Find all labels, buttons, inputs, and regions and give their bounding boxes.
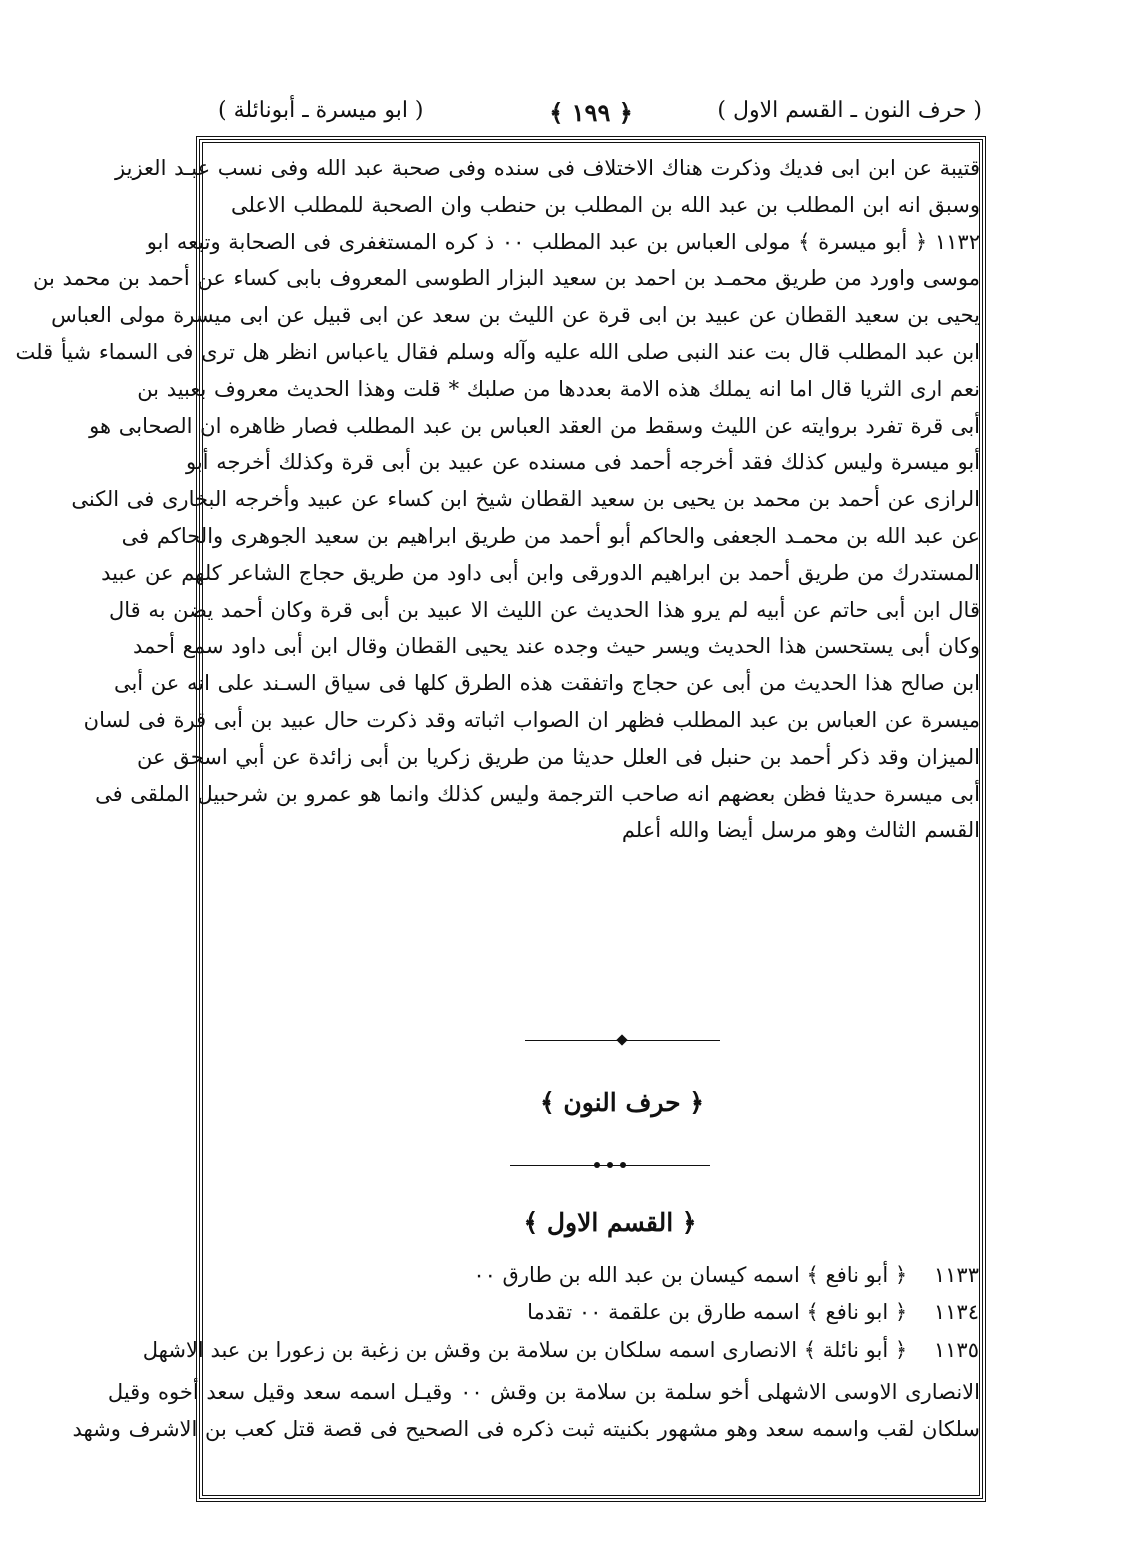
text-line: المستدرك من طريق أحمد بن ابراهيم الدورقى وابن أبى داود من طريق حجاج الشاعر كلهم عن عبيد — [101, 560, 980, 585]
text-line: الرازى عن أحمد بن محمد بن يحيى بن سعيد القطان شيخ ابن كساء عن عبيد وأخرجه البخارى فى الكنى — [71, 487, 980, 512]
text-line: وكان أبى يستحسن هذا الحديث ويسر حيث وجده عند يحيى القطان وقال ابن أبى داود سمع أحمد — [132, 634, 980, 659]
entry-number: ١١٣٣ — [933, 1263, 979, 1287]
page-number: ﴿ ١٩٩ ﴾ — [549, 98, 633, 127]
entry-number: ١١٣٤ — [933, 1300, 979, 1324]
running-header — [196, 92, 986, 134]
section-heading-letter: ﴿ حرف النون ﴾ — [540, 1088, 704, 1117]
text-line: وسبق انه ابن المطلب بن عبد الله بن المطلب بن حنطب وان الصحبة للمطلب الاعلى — [230, 192, 980, 217]
text-line: قتيبة عن ابن ابى فديك وذكرت هناك الاختلاف فى سنده وفى صحبة عبد الله وفى نسب عبـد العزيز — [115, 156, 980, 180]
text-line: أبو ميسرة وليس كذلك فقد أخرجه أحمد فى مسنده عن عبيد بن أبى قرة وكذلك أخرجه أبو — [185, 450, 980, 475]
main-text — [15, 150, 980, 849]
text-line: ميسرة عن العباس بن عبد المطلب فظهر ان الصواب اثباته وقد ذكرت حال عبيد بن أبى قرة فى لسان — [83, 707, 980, 732]
text-line: سلكان لقب واسمه سعد وهو مشهور بكنيته ثبت ذكره فى الصحيح فى قصة قتل كعب بن الاشرف وشهد — [72, 1416, 980, 1441]
text-line: قال ابن أبى حاتم عن أبيه لم يرو هذا الحديث عن الليث الا عبيد بن أبى قرة وكان أحمد يضن به قال — [109, 597, 980, 622]
text-line: موسى واورد من طريق محمـد بن احمد بن سعيد البزار الطوسى المعروف بابى كساء عن أحمد بن محمد بن — [33, 266, 980, 291]
section-heading-part: ﴿ القسم الاول ﴾ — [523, 1208, 697, 1237]
text-line: الميزان وقد ذكر أحمد بن حنبل فى العلل حديثا من طريق زكريا بن أبى زائدة عن أبي اسحق عن — [137, 744, 980, 769]
entry-line — [143, 1338, 979, 1362]
text-line: الانصارى الاوسى الاشهلى أخو سلمة بن سلامة بن وقش ٠٠ وقيـل اسمه سعد وقيل سعد أخوه وقيل — [107, 1380, 980, 1404]
entry-text: ﴿ أبو نافع ﴾ اسمه كيسان بن عبد الله بن طارق ٠٠ — [473, 1263, 908, 1287]
entry-text: ﴿ أبو نائلة ﴾ الانصارى اسمه سلكان بن سلامة بن وقش بن زغبة بن زعورا بن عبد الاشهل — [142, 1338, 908, 1362]
header-entry-range: ( ابو ميسرة ـ أبونائلة ) — [218, 98, 424, 123]
text-line: القسم الثالث وهو مرسل أيضا والله أعلم — [621, 818, 980, 843]
text-line: أبى قرة تفرد بروايته عن الليث وسقط من العقد العباس بن عبد المطلب فصار ظاهره ان الصحابى هو — [89, 413, 980, 438]
ornamental-divider — [525, 1040, 720, 1041]
header-chapter-title: ( حرف النون ـ القسم الاول ) — [717, 98, 982, 123]
text-line: ١١٣٢ ﴿ أبو ميسرة ﴾ مولى العباس بن عبد المطلب ٠٠ ذ كره المستغفرى فى الصحابة وتبعه ابو — [146, 229, 980, 254]
text-line: يحيى بن سعيد القطان عن عبيد بن ابى قرة عن الليث بن سعد عن ابى قبيل عن ابى ميسرة مولى العباس — [51, 303, 980, 328]
text-line: عن عبد الله بن محمـد الجعفى والحاكم أبو أحمد من طريق ابراهيم بن سعيد الجوهرى والحاكم فى — [121, 523, 980, 548]
entry-line — [473, 1263, 979, 1287]
entry-text: ﴿ ابو نافع ﴾ اسمه طارق بن علقمة ٠٠ تقدما — [527, 1300, 908, 1324]
entry-line — [527, 1300, 979, 1324]
text-line: ابن عبد المطلب قال بت عند النبى صلى الله عليه وآله وسلم فقال ياعباس انظر هل ترى فى السماء شيأ قلت — [15, 339, 980, 364]
text-line: أبى ميسرة حديثا فظن بعضهم انه صاحب الترجمة وليس كذلك وانما هو عمرو بن شرحبيل الملقى فى — [95, 781, 980, 806]
text-line: نعم ارى الثريا قال اما انه يملك هذه الامة بعددها من صلبك * قلت وهذا الحديث معروف بعبيد بن — [137, 376, 980, 401]
ornamental-divider — [510, 1165, 710, 1166]
entry-continuation — [72, 1374, 980, 1447]
entry-number: ١١٣٥ — [933, 1338, 979, 1362]
text-line: ابن صالح هذا الحديث من أبى عن حجاج واتفقت هذه الطرق كلها فى سياق السـند على انه عن أبى — [113, 671, 980, 696]
